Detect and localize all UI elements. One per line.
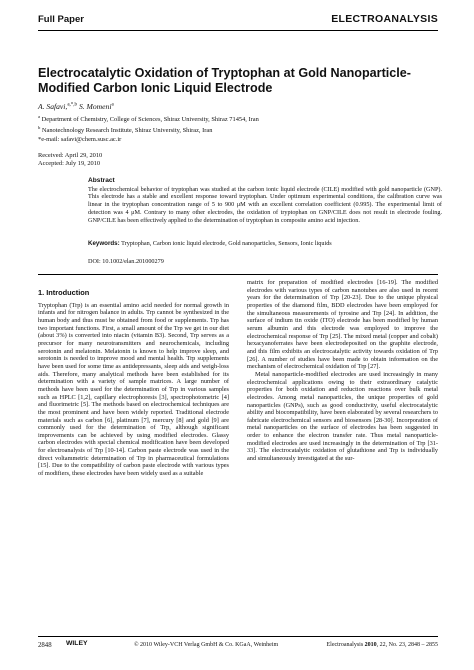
author-2-affil: a: [111, 102, 114, 108]
abstract-text: The electrochemical behavior of tryptophan was studied at the carbon ionic liquid electrode (CILE) modified with gold nanoparticle (GNP). This electrode has a stable and excellent response toward tryptophan. Under optimum experimental conditions, the calibration curve was linear in the tryptophan concentration range of 5 to 900 μM with an excellent correlation coefficient (0.995). The experimental limit of detection was 4 μM. Contrary to many other electrodes, the oxidation of tryptophan on GNP/CILE does not result in electrode fouling. GNP/CILE has been effectively applied to the determination of tryptophan in composite amino acid injection.: [88, 185, 442, 224]
author-list: [38, 102, 114, 111]
accepted-date: Accepted: July 19, 2010: [38, 160, 101, 168]
citation: Electroanalysis 2010, 22, No. 23, 2848 – 2855: [326, 642, 438, 648]
paragraph: Metal nanoparticle-modified electrodes are used increasingly in many electrochemical applications owing to their extraordinary catalytic properties for both oxidation and reduction reactions over bulk metal electrodes. Among metal nanoparticles, the unique properties of gold nanoparticles (GNPs), such as good conductivity, useful electrocatalytic ability and biocompatibility, have been elaborated by several researchers to fabricate electrochemical sensors and biosensors [28-30]. Incorporation of metal nanoparticles on the surface of electrodes has been suggested in order to enhance the electron transfer rate. Thus metal nanoparticle-modified electrodes are used increasingly in the determination of Trp [31-33]. The electrocatalytic oxidation of glutathione and Trp is individually and simultaneously investigated at the sur-: [247, 370, 438, 463]
author-1[interactable]: A. Safavi,: [38, 102, 68, 111]
affiliations: [38, 113, 438, 144]
doi[interactable]: DOI: 10.1002/elan.201000279: [88, 258, 164, 265]
dates: [38, 152, 102, 169]
left-column: [38, 289, 229, 478]
article-title: Electrocatalytic Oxidation of Tryptophan at Gold Nanoparticle-Modified Carbon Ionic Liquid Electrode: [38, 66, 411, 95]
section-divider: [38, 274, 438, 275]
author-1-affil: a,*,b: [67, 102, 78, 108]
page-number: 2848: [38, 642, 52, 649]
journal-name: ELECTROANALYSIS: [331, 13, 438, 25]
abstract-title: Abstract: [88, 177, 115, 184]
corresponding-email[interactable]: *e-mail: safavi@chem.susc.ac.ir: [38, 135, 122, 143]
affiliation-a: $^a$ Department of Chemistry, College of Sciences, Shiraz University, Shiraz 71454, Iran: [38, 114, 259, 124]
keywords-list: Tryptophan, Carbon ionic liquid electrode, Gold nanoparticles, Sensors, Ionic liquids: [121, 240, 332, 247]
right-column: [247, 279, 438, 463]
paragraph: matrix for preparation of modified electrodes [16-19]. The modified electrodes with various types of carbon nanotubes are also used in recent years for the determination of Trp [20-23]. Due to the unique physical properties of the diamond film, BDD electrodes have been employed for the simultaneous measurements of tyrosine and Trp [24]. In addition, the surface of indium tin oxide (ITO) electrode has been modified by human serum albumin and this electrode was employed to improve the electrochemical response of Trp [25]. The mixed metal (copper and cobalt) hexacyanoferrates have been electrodeposited on the graphite electrode, and this film exhibits an electrocatalytic activity towards oxidation of Trp [26]. A number of studies have been made to obtain information on the mechanism of electrochemical oxidation of Trp [27].: [247, 279, 438, 371]
received-date: Received: April 29, 2010: [38, 152, 103, 159]
abstract: [88, 177, 442, 224]
keywords-label: Keywords:: [88, 240, 120, 247]
keywords: [88, 240, 442, 247]
page-footer: [38, 640, 438, 654]
author-2[interactable]: S. Momeni: [77, 102, 112, 111]
footer-divider: [38, 636, 438, 637]
section-label: Full Paper: [38, 14, 84, 25]
wiley-logo-icon: WILEY: [66, 640, 88, 647]
copyright: © 2010 Wiley-VCH Verlag GmbH & Co. KGaA, Weinheim: [134, 642, 279, 648]
page-header: [38, 10, 438, 31]
affiliation-b: $^b$ Nanotechnology Research Institute, Shiraz University, Shiraz, Iran: [38, 125, 213, 135]
section-title: 1. Introduction: [38, 288, 90, 297]
paragraph: Tryptophan (Trp) is an essential amino acid needed for normal growth in infants and for nitrogen balance in adults. Trp cannot be synthesized in the human body and thus must be obtained from food or supplements. Trp has two important functions. First, a small amount of the Trp we get in our diet (about 3%) is converted into niacin (vitamin B3). Second, Trp serves as a precursor for many neurotransmitters and neurochemicals, including serotonin and melatonin. Melatonin is known to help improve sleep, and serotonin is needed to improve mood and mental health. Trp supplements have been used for some time as antidepressants, sleep aids and weigh-loss aids. Therefore, many analytical methods have been established for its determination with a variety of sample matrices. A large number of methods have been used for the determination of Trp in various samples such as HPLC [1,2], capillary electrophoresis [3], spectrophotometric [4] and fluorimetric [5]. The methods based on electrochemical techniques are the most prominent and have been widely reported. Traditional electrode materials such as carbon [6], platinum [7], mercury [8] and gold [9] are commonly used for the determination of Trp, although significant improvements can be achieved by using modified electrodes. Glassy carbon electrodes with special chemical modification have been developed for electroanalysis of Trp [10-14]. Carbon paste electrode was used in the direct voltammetric determination of Trp in pharmaceutical formulations [15]. Due to the compatibility of carbon paste electrode with various types of modifiers, these electrodes have been widely used as a suitable: [38, 301, 229, 478]
